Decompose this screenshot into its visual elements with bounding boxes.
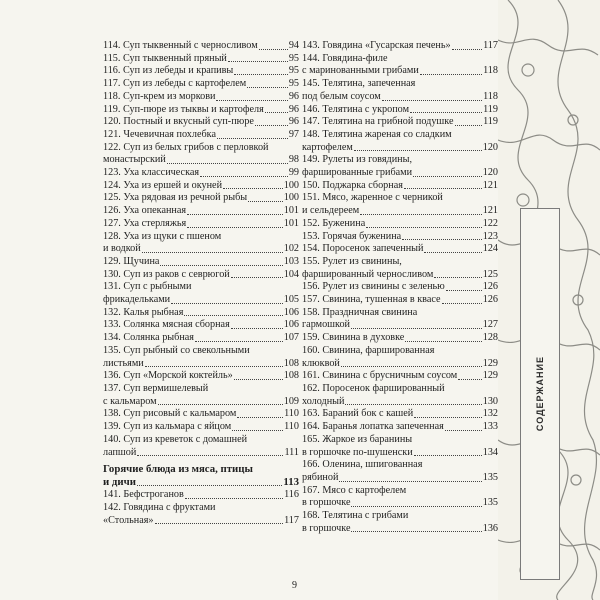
toc-entry-title: 145. Телятина, запеченная: [302, 78, 416, 90]
toc-entry-page: 117: [284, 514, 299, 526]
toc-entry-title: лапшой: [103, 446, 137, 458]
dot-leader: [445, 430, 482, 431]
toc-entry-title: 149. Рулеты из говядины,: [302, 154, 413, 166]
dot-leader: [160, 265, 282, 266]
toc-entry-title: с маринованными грибами: [302, 65, 419, 77]
toc-entry-title: 125. Уха рядовая из речной рыбы: [103, 192, 248, 204]
toc-entry: [103, 218, 299, 231]
toc-entry: [103, 319, 299, 332]
toc-entry-page: 108: [283, 357, 299, 369]
dot-leader: [231, 277, 283, 278]
toc-entry: [302, 281, 498, 294]
toc-entry-page: 119: [483, 103, 498, 115]
dot-leader: [167, 163, 288, 164]
dot-leader: [341, 366, 482, 367]
toc-entry-page: 96: [288, 103, 299, 115]
dot-leader: [360, 214, 482, 215]
toc-entry-title: 165. Жаркое из баранины: [302, 433, 413, 445]
toc-entry-page: 121: [482, 179, 498, 191]
dot-leader: [255, 125, 288, 126]
toc-entry: [103, 307, 299, 320]
toc-entry: [302, 218, 498, 231]
toc-entry-title: 116. Суп из лебеды и крапивы: [103, 65, 234, 77]
toc-entry-title: 156. Рулет из свинины с зеленью: [302, 281, 445, 293]
toc-entry-title: и дичи: [103, 476, 136, 489]
dot-leader: [345, 404, 481, 405]
toc-entry-title: 135. Суп рыбный со свекольными: [103, 344, 250, 356]
toc-entry-title: 157. Свинина, тушенная в квасе: [302, 294, 441, 306]
toc-entry-title: и водкой: [103, 243, 141, 255]
toc-entry-page: 116: [284, 489, 299, 501]
toc-entry: [302, 116, 498, 129]
toc-entry-page: 118: [483, 90, 498, 102]
toc-entry-page: 95: [288, 78, 299, 90]
toc-entry-page: 113: [283, 476, 299, 489]
toc-entry: [302, 459, 498, 484]
dot-leader: [414, 417, 481, 418]
toc-entry-page: 123: [482, 230, 498, 242]
toc-entry: [103, 116, 299, 129]
toc-entry: [103, 78, 299, 91]
toc-entry-title: фрикадельками: [103, 294, 171, 306]
toc-entry-title: 114. Суп тыквенный с черносливом: [103, 40, 258, 51]
toc-entry-title: и сельдереем: [302, 205, 360, 217]
dot-leader: [145, 366, 283, 367]
toc-entry: [103, 383, 299, 408]
dot-leader: [248, 201, 283, 202]
toc-entry: [302, 408, 498, 421]
toc-entry-title: 166. Оленина, шпигованная: [302, 459, 423, 471]
toc-entry-page: 110: [284, 421, 299, 433]
dot-leader: [382, 100, 482, 101]
toc-entry: [302, 78, 498, 103]
toc-entry: [302, 510, 498, 535]
toc-entry-title: в горшочке по-шушенски: [302, 446, 413, 458]
toc-entry-title: 143. Говядина «Гусарская печень»: [302, 40, 451, 51]
toc-entry-title: монастырский: [103, 154, 166, 166]
toc-entry-title: 140. Суп из креветок с домашней: [103, 433, 248, 445]
dot-leader: [217, 138, 288, 139]
toc-entry-page: 111: [284, 446, 299, 458]
toc-entry: [103, 489, 299, 502]
toc-entry-title: 153. Горячая буженина: [302, 230, 402, 242]
toc-entry-page: 102: [283, 243, 299, 255]
toc-entry-title: 163. Бараний бок с кашей: [302, 408, 414, 420]
toc-entry-page: 98: [288, 154, 299, 166]
toc-entry-page: 104: [283, 268, 299, 280]
dot-leader: [200, 176, 288, 177]
toc-entry-title: 168. Телятина с грибами: [302, 510, 409, 522]
dot-leader: [187, 227, 283, 228]
toc-entry: [302, 231, 498, 244]
toc-entry-page: 106: [283, 319, 299, 331]
toc-entry-title: 128. Уха из щуки с пшеном: [103, 230, 222, 242]
toc-entry: [302, 421, 498, 434]
toc-entry: [302, 307, 498, 332]
toc-entry: [103, 104, 299, 117]
toc-entry-page: 109: [283, 395, 299, 407]
toc-entry-page: 129: [482, 357, 498, 369]
toc-entry-title: 162. Поросенок фаршированный: [302, 382, 445, 394]
dot-leader: [452, 49, 483, 50]
toc-entry: [103, 434, 299, 459]
toc-entry-title: рябиной: [302, 471, 339, 483]
toc-entry-title: 131. Суп с рыбными: [103, 281, 192, 293]
toc-entry-title: в горшочке: [302, 522, 351, 534]
toc-entry-title: 144. Говядина-филе: [302, 52, 388, 64]
toc-entry-title: 117. Суп из лебеды с картофелем: [103, 78, 247, 90]
toc-entry-page: 106: [283, 306, 299, 318]
toc-entry: [302, 485, 498, 510]
toc-entry-title: 164. Баранья лопатка запеченная: [302, 421, 444, 433]
toc-entry-title: 133. Солянка мясная сборная: [103, 319, 230, 331]
toc-entry: [103, 53, 299, 66]
toc-entry-title: 152. Буженина: [302, 217, 366, 229]
toc-right-column: [302, 40, 498, 535]
dot-leader: [155, 523, 284, 524]
toc-entry: [103, 205, 299, 218]
toc-entry-page: 105: [283, 294, 299, 306]
toc-entry-title: клюквой: [302, 357, 340, 369]
toc-entry: [103, 345, 299, 370]
toc-entry: [103, 281, 299, 306]
dot-leader: [410, 112, 482, 113]
toc-entry-page: 118: [483, 65, 498, 77]
toc-entry-title: 160. Свинина, фаршированная: [302, 344, 435, 356]
toc-section-heading: [103, 463, 299, 489]
toc-entry-title: 159. Свинина в духовке: [302, 332, 405, 344]
dot-leader: [142, 252, 283, 253]
toc-entry-title: 151. Мясо, жаренное с черникой: [302, 192, 443, 204]
toc-entry-page: 94: [288, 40, 299, 51]
dot-leader: [195, 341, 283, 342]
toc-entry: [302, 180, 498, 193]
toc-entry-title: картофелем: [302, 141, 353, 153]
toc-entry-page: 133: [482, 421, 498, 433]
toc-entry-page: 135: [482, 471, 498, 483]
toc-entry-title: 127. Уха стерляжья: [103, 217, 187, 229]
toc-entry: [302, 345, 498, 370]
dot-leader: [442, 303, 482, 304]
toc-entry: [103, 256, 299, 269]
toc-entry: [302, 192, 498, 217]
toc-entry-page: 126: [482, 294, 498, 306]
toc-entry-page: 110: [284, 408, 299, 420]
toc-entry: [103, 269, 299, 282]
dot-leader: [434, 277, 481, 278]
dot-leader: [187, 214, 283, 215]
toc-entry-page: 96: [288, 116, 299, 128]
dot-leader: [137, 455, 283, 456]
toc-entry-title: 147. Телятина на грибной подушке: [302, 116, 454, 128]
toc-entry: [302, 243, 498, 256]
dot-leader: [265, 112, 288, 113]
toc-entry-title: 167. Мясо с картофелем: [302, 484, 407, 496]
toc-entry-page: 100: [283, 179, 299, 191]
toc-entry-title: 120. Постный и вкусный суп-пюре: [103, 116, 254, 128]
toc-entry-page: 119: [483, 116, 498, 128]
toc-entry-title: 136. Суп «Морской коктейль»: [103, 370, 233, 382]
toc-entry-page: 101: [283, 205, 299, 217]
toc-entry-title: 161. Свинина с брусничным соусом: [302, 370, 458, 382]
dot-leader: [228, 61, 288, 62]
toc-entry: [302, 256, 498, 281]
dot-leader: [234, 74, 288, 75]
toc-entry: [103, 231, 299, 256]
toc-entry: [103, 142, 299, 167]
toc-entry-page: 125: [482, 268, 498, 280]
toc-entry-title: 132. Калья рыбная: [103, 306, 184, 318]
toc-entry-page: 95: [288, 65, 299, 77]
toc-entry-title: 148. Телятина жареная со сладким: [302, 128, 452, 140]
toc-entry-title: 146. Телятина с укропом: [302, 103, 410, 115]
dot-leader: [404, 188, 482, 189]
toc-entry-title: 123. Уха классическая: [103, 167, 200, 179]
toc-entry-title: 134. Солянка рыбная: [103, 332, 194, 344]
toc-entry-page: 127: [482, 319, 498, 331]
toc-entry-page: 128: [482, 332, 498, 344]
toc-entry-title: гармошкой: [302, 319, 351, 331]
toc-entry-page: 132: [482, 408, 498, 420]
dot-leader: [351, 506, 481, 507]
toc-entry: [103, 129, 299, 142]
toc-entry: [103, 332, 299, 345]
toc-entry-page: 97: [288, 128, 299, 140]
toc-entry-title: с кальмаром: [103, 395, 157, 407]
toc-entry-page: 136: [482, 522, 498, 534]
toc-entry: [302, 53, 498, 78]
toc-entry-page: 107: [283, 332, 299, 344]
dot-leader: [232, 430, 283, 431]
toc-entry-title: листьями: [103, 357, 144, 369]
toc-entry-page: 130: [482, 395, 498, 407]
dot-leader: [185, 498, 283, 499]
toc-entry: [103, 65, 299, 78]
contents-side-tab: [520, 208, 560, 580]
dot-leader: [413, 176, 482, 177]
toc-entry: [103, 502, 299, 527]
toc-entry-title: 115. Суп тыквенный пряный: [103, 52, 227, 64]
toc-entry: [302, 370, 498, 383]
dot-leader: [216, 100, 287, 101]
toc-entry: [103, 192, 299, 205]
toc-entry: [103, 91, 299, 104]
toc-entry: [302, 40, 498, 53]
dot-leader: [231, 328, 283, 329]
toc-entry-title: 137. Суп вермишелевый: [103, 382, 209, 394]
dot-leader: [184, 315, 282, 316]
toc-entry: [302, 383, 498, 408]
toc-entry-page: 117: [483, 40, 498, 51]
page-number: 9: [292, 580, 297, 591]
toc-entry-title: 139. Суп из кальмара с яйцом: [103, 421, 232, 433]
toc-entry-page: 124: [482, 243, 498, 255]
dot-leader: [424, 252, 481, 253]
toc-entry-title: 158. Праздничная свинина: [302, 306, 418, 318]
side-tab-label: СОДЕРЖАНИЕ: [535, 356, 545, 432]
toc-entry-title: 141. Бефстроганов: [103, 489, 184, 501]
toc-entry: [103, 370, 299, 383]
toc-entry-title: 150. Поджарка сборная: [302, 179, 403, 191]
toc-entry-title: 124. Уха из ершей и окуней: [103, 179, 223, 191]
toc-entry-page: 135: [482, 497, 498, 509]
toc-entry-page: 108: [283, 370, 299, 382]
dot-leader: [351, 328, 482, 329]
dot-leader: [158, 404, 283, 405]
toc-entry-title: 138. Суп рисовый с кальмаром: [103, 408, 237, 420]
toc-entry-page: 101: [283, 217, 299, 229]
toc-entry-title: «Стольная»: [103, 514, 154, 526]
toc-left-column: [103, 40, 299, 527]
toc-entry-page: 126: [482, 281, 498, 293]
toc-entry-page: 120: [482, 167, 498, 179]
dot-leader: [351, 531, 481, 532]
dot-leader: [234, 379, 283, 380]
toc-entry-title: 142. Говядина с фруктами: [103, 501, 216, 513]
toc-entry-page: 129: [482, 370, 498, 382]
toc-entry-title: 118. Суп-крем из моркови: [103, 90, 216, 102]
toc-entry: [302, 154, 498, 179]
toc-entry-page: 99: [288, 167, 299, 179]
dot-leader: [420, 74, 482, 75]
dot-leader: [414, 455, 482, 456]
dot-leader: [223, 188, 283, 189]
toc-entry-page: 96: [288, 90, 299, 102]
toc-entry: [302, 104, 498, 117]
dot-leader: [354, 150, 482, 151]
toc-entry-page: 120: [482, 141, 498, 153]
toc-entry-title: 121. Чечевичная похлебка: [103, 128, 216, 140]
toc-entry: [302, 129, 498, 154]
toc-entry-title: 130. Суп из раков с севрюгой: [103, 268, 230, 280]
dot-leader: [259, 49, 288, 50]
toc-entry-title: 129. Щучина: [103, 255, 160, 267]
toc-entry: [302, 332, 498, 345]
dot-leader: [402, 239, 482, 240]
toc-entry-title: в горшочке: [302, 497, 351, 509]
toc-entry: [103, 421, 299, 434]
dot-leader: [366, 227, 481, 228]
toc-entry: [103, 408, 299, 421]
toc-entry-page: 122: [482, 217, 498, 229]
dot-leader: [458, 379, 482, 380]
toc-entry-title: 154. Поросенок запеченный: [302, 243, 424, 255]
dot-leader: [455, 125, 483, 126]
dot-leader: [137, 485, 282, 486]
toc-entry-page: 95: [288, 52, 299, 64]
toc-entry-page: 121: [482, 205, 498, 217]
toc-entry: [302, 294, 498, 307]
toc-entry-title: 119. Суп-пюре из тыквы и картофеля: [103, 103, 264, 115]
toc-entry-title: фаршированные грибами: [302, 167, 413, 179]
toc-entry: [103, 40, 299, 53]
toc-entry-title: фаршированный черносливом: [302, 268, 434, 280]
toc-entry-page: 100: [283, 192, 299, 204]
toc-entry: [103, 180, 299, 193]
dot-leader: [247, 87, 288, 88]
dot-leader: [405, 341, 481, 342]
dot-leader: [446, 290, 482, 291]
toc-entry-title: 122. Суп из белых грибов с перловкой: [103, 141, 269, 153]
toc-entry-title: 155. Рулет из свинины,: [302, 255, 402, 267]
toc-entry: [302, 434, 498, 459]
toc-entry-title: под белым соусом: [302, 90, 381, 102]
dot-leader: [237, 417, 283, 418]
toc-entry-page: 134: [482, 446, 498, 458]
toc-entry-title: 126. Уха опеканная: [103, 205, 187, 217]
dot-leader: [339, 481, 481, 482]
toc-entry: [103, 167, 299, 180]
toc-entry-title: Горячие блюда из мяса, птицы: [103, 463, 253, 476]
toc-entry-title: холодный: [302, 395, 345, 407]
dot-leader: [171, 303, 283, 304]
toc-entry-page: 103: [283, 255, 299, 267]
